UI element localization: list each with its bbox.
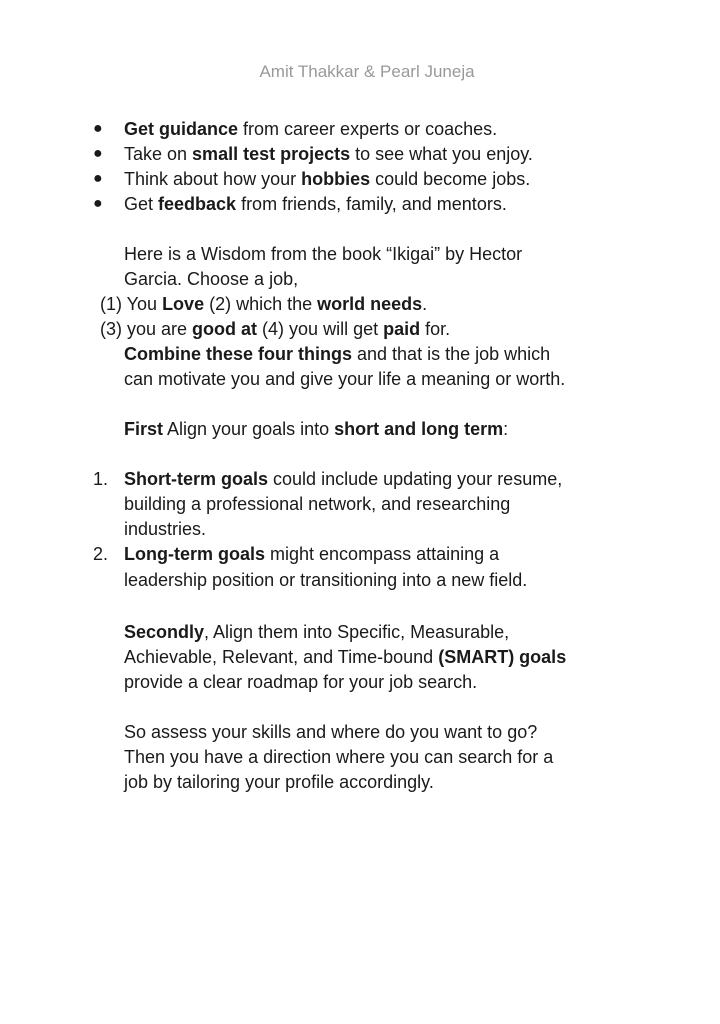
ikigai-line: Combine these four things and that is the job which	[124, 344, 551, 364]
bullet-item-guidance: Get guidance from career experts or coaches.	[124, 119, 498, 139]
ikigai-line: Garcia. Choose a job,	[124, 269, 299, 289]
bullet-marker: ●	[93, 145, 103, 162]
short-term-goals-line: Short-term goals could include updating your resume,	[124, 469, 563, 489]
bullet-item-feedback: Get feedback from friends, family, and mentors.	[124, 194, 507, 214]
secondly-line: Achievable, Relevant, and Time-bound (SMART) goals	[124, 647, 567, 667]
ikigai-line: (3) you are good at (4) you will get paid for.	[100, 319, 451, 339]
bullet-marker: ●	[93, 120, 103, 137]
secondly-line: provide a clear roadmap for your job search.	[124, 672, 478, 692]
short-term-goals-line: industries.	[124, 519, 207, 539]
bullet-item-hobbies: Think about how your hobbies could become jobs.	[124, 169, 531, 189]
secondly-line: Secondly, Align them into Specific, Measurable,	[124, 622, 510, 642]
ikigai-line: Here is a Wisdom from the book “Ikigai” by Hector	[124, 244, 523, 264]
closing-line: So assess your skills and where do you want to go?	[124, 722, 538, 742]
first-heading-line: First Align your goals into short and long term:	[124, 419, 509, 439]
ikigai-line: can motivate you and give your life a meaning or worth.	[124, 369, 566, 389]
long-term-goals-line: Long-term goals might encompass attaining a	[124, 544, 500, 564]
closing-line: Then you have a direction where you can search for a	[124, 747, 554, 767]
closing-line: job by tailoring your profile accordingly.	[124, 772, 434, 792]
bullet-item-test-projects: Take on small test projects to see what you enjoy.	[124, 144, 533, 164]
list-number: 2.	[93, 544, 109, 564]
ikigai-line: (1) You Love (2) which the world needs.	[100, 294, 428, 314]
short-term-goals-line: building a professional network, and researching	[124, 494, 511, 514]
bullet-marker: ●	[93, 195, 103, 212]
bullet-marker: ●	[93, 170, 103, 187]
list-number: 1.	[93, 469, 109, 489]
page-header-authors: Amit Thakkar & Pearl Juneja	[259, 62, 475, 81]
long-term-goals-line: leadership position or transitioning into a new field.	[124, 570, 528, 590]
